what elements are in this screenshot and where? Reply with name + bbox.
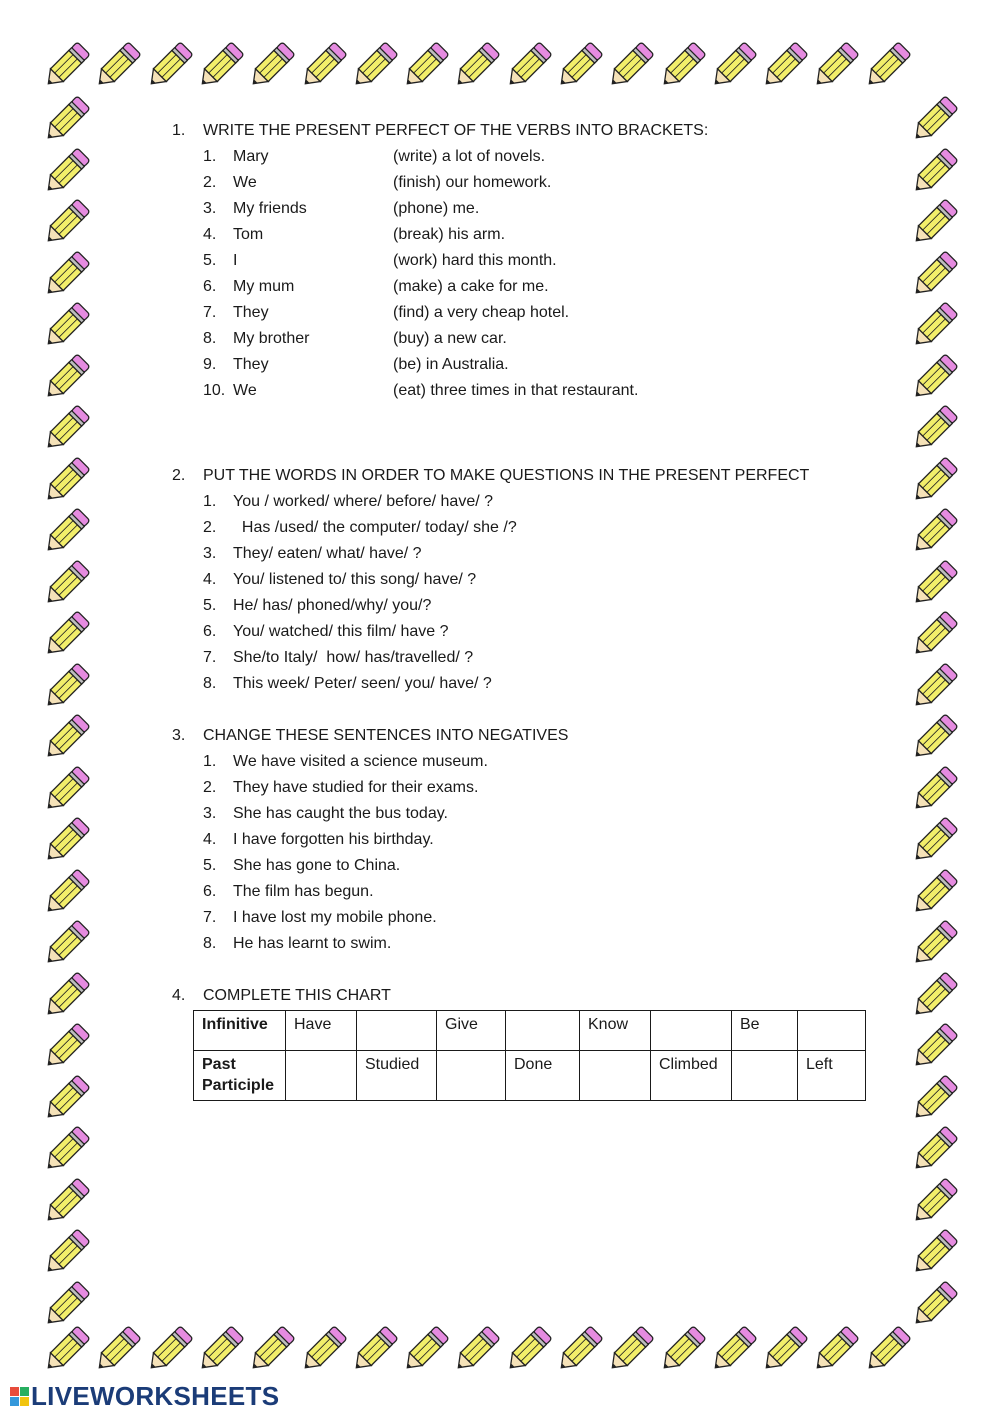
pencil-icon [551,1322,607,1378]
pencil-icon [448,38,504,94]
chart-row-past-participle [194,1051,866,1101]
list-item [172,352,872,378]
pencil-icon [89,1322,145,1378]
list-item [172,489,872,515]
pencil-icon [906,401,962,457]
pencil-icon [38,659,94,715]
section-number: 1. [172,122,186,139]
item-number: 1. [203,753,217,770]
list-item [172,671,872,697]
list-item [172,645,872,671]
pencil-icon [500,1322,556,1378]
item-verb: (find) a very cheap hotel. [393,304,570,321]
pencil-icon [38,195,94,251]
chart-cell[interactable]: Done [506,1051,580,1101]
header-line: Participle [202,1077,275,1094]
item-number: 6. [203,623,217,640]
item-subject: My mum [233,278,295,295]
item-verb: (buy) a new car. [393,330,507,347]
list-item [172,827,872,853]
list-item [172,378,872,404]
pencil-icon [38,350,94,406]
item-text: I have forgotten his birthday. [233,831,434,848]
worksheet-content [172,118,872,1101]
pencil-icon [346,38,402,94]
item-number: 9. [203,356,217,373]
item-subject: Tom [233,226,264,243]
pencil-icon [602,1322,658,1378]
item-text: They have studied for their exams. [233,779,479,796]
chart-cell[interactable] [732,1051,798,1101]
item-subject: They [233,356,269,373]
pencil-icon [38,38,94,94]
section-4-heading [172,983,872,1009]
chart-cell[interactable]: Give [437,1011,506,1051]
chart-cell[interactable] [286,1051,357,1101]
chart-cell[interactable]: Left [798,1051,866,1101]
item-text: She/to Italy/ how/ has/travelled/ ? [233,649,474,666]
pencil-icon [243,38,299,94]
section-title: WRITE THE PRESENT PERFECT OF THE VERBS INTO BRACKETS: [203,122,709,139]
chart-cell[interactable] [580,1051,651,1101]
pencil-icon [859,38,915,94]
pencil-icon [38,710,94,766]
item-text: You/ listened to/ this song/ have/ ? [233,571,477,588]
list-item [172,300,872,326]
item-number: 7. [203,649,217,666]
chart-row-infinitive [194,1011,866,1051]
item-text: He/ has/ phoned/why/ you/? [233,597,432,614]
item-text: I have lost my mobile phone. [233,909,437,926]
item-number: 6. [203,883,217,900]
list-item [172,274,872,300]
chart-cell[interactable]: Climbed [651,1051,732,1101]
verb-chart [193,1010,866,1101]
list-item [172,775,872,801]
pencil-icon [756,38,812,94]
chart-cell[interactable] [437,1051,506,1101]
pencil-icon [38,916,94,972]
pencil-icon [346,1322,402,1378]
pencil-icon [756,1322,812,1378]
list-item [172,248,872,274]
item-number: 4. [203,831,217,848]
pencil-icon [192,1322,248,1378]
item-number: 2. [203,174,217,191]
list-item [172,515,872,541]
brand-square [20,1397,29,1406]
pencil-icon [906,350,962,406]
pencil-icon [295,1322,351,1378]
item-number: 4. [203,571,217,588]
item-text: Has /used/ the computer/ today/ she /? [233,519,517,536]
section-title: PUT THE WORDS IN ORDER TO MAKE QUESTIONS IN THE PRESENT PERFECT [203,467,810,484]
pencil-icon [654,1322,710,1378]
pencil-icon [705,1322,761,1378]
list-item [172,749,872,775]
list-item [172,879,872,905]
item-verb: (make) a cake for me. [393,278,549,295]
item-number: 2. [203,519,217,536]
item-subject: Mary [233,148,269,165]
item-text: The film has begun. [233,883,374,900]
pencil-icon [705,38,761,94]
item-subject: My friends [233,200,307,217]
brand-square [20,1387,29,1396]
pencil-icon [906,813,962,869]
pencil-icon [906,453,962,509]
pencil-icon [38,1277,94,1333]
item-number: 1. [203,148,217,165]
pencil-icon [38,144,94,200]
pencil-icon [38,247,94,303]
item-number: 2. [203,779,217,796]
pencil-icon [906,298,962,354]
list-item [172,196,872,222]
chart-cell[interactable] [506,1011,580,1051]
pencil-icon [906,1174,962,1230]
pencil-icon [906,1019,962,1075]
section-title: CHANGE THESE SENTENCES INTO NEGATIVES [203,727,569,744]
item-text: You / worked/ where/ before/ have/ ? [233,493,494,510]
pencil-icon [397,1322,453,1378]
pencil-icon [141,1322,197,1378]
pencil-icon [38,607,94,663]
section-3-heading [172,723,872,749]
pencil-icon [38,401,94,457]
item-verb: (be) in Australia. [393,356,509,373]
pencil-icon [243,1322,299,1378]
pencil-icon [906,144,962,200]
pencil-icon [551,38,607,94]
item-verb: (write) a lot of novels. [393,148,546,165]
item-number: 8. [203,330,217,347]
section-number: 3. [172,727,186,744]
pencil-icon [38,298,94,354]
pencil-icon [906,195,962,251]
section-number: 2. [172,467,186,484]
section-3 [172,723,872,957]
list-item [172,170,872,196]
pencil-icon [602,38,658,94]
section-1-heading [172,118,872,144]
pencil-icon [906,968,962,1024]
pencil-icon [38,1071,94,1127]
list-item [172,905,872,931]
chart-cell[interactable] [651,1011,732,1051]
item-number: 7. [203,909,217,926]
pencil-icon [38,556,94,612]
chart-cell[interactable] [357,1011,437,1051]
pencil-icon [38,1019,94,1075]
pencil-icon [906,556,962,612]
pencil-icon [906,710,962,766]
pencil-icon [906,1225,962,1281]
chart-cell[interactable]: Be [732,1011,798,1051]
pencil-icon [807,1322,863,1378]
item-subject: They [233,304,269,321]
list-item [172,144,872,170]
pencil-icon [38,1225,94,1281]
item-subject: We [233,382,257,399]
item-text: He has learnt to swim. [233,935,392,952]
pencil-icon [38,813,94,869]
pencil-icon [906,1277,962,1333]
item-verb: (eat) three times in that restaurant. [393,382,639,399]
item-number: 5. [203,597,217,614]
list-item [172,567,872,593]
brand-text: LIVEWORKSHEETS [31,1380,280,1411]
item-number: 7. [203,304,217,321]
section-2-heading [172,463,872,489]
chart-header-infinitive: Infinitive [194,1011,286,1051]
pencil-icon [448,1322,504,1378]
item-text: She has gone to China. [233,857,401,874]
section-4 [172,983,872,1101]
chart-cell[interactable]: Studied [357,1051,437,1101]
pencil-icon [906,504,962,560]
list-item [172,619,872,645]
item-number: 4. [203,226,217,243]
item-subject: My brother [233,330,310,347]
pencil-icon [141,38,197,94]
pencil-icon [397,38,453,94]
pencil-icon [89,38,145,94]
item-number: 8. [203,935,217,952]
pencil-icon [38,92,94,148]
item-number: 5. [203,857,217,874]
pencil-icon [654,38,710,94]
list-item [172,541,872,567]
item-subject: We [233,174,257,191]
section-2 [172,463,872,697]
item-number: 6. [203,278,217,295]
pencil-icon [38,504,94,560]
item-subject: I [233,252,238,269]
pencil-icon [38,865,94,921]
section-1 [172,118,872,404]
item-verb: (finish) our homework. [393,174,552,191]
list-item [172,853,872,879]
item-number: 10. [203,382,226,399]
pencil-icon [906,659,962,715]
item-number: 5. [203,252,217,269]
liveworksheets-logo [10,1381,279,1411]
chart-cell[interactable] [798,1011,866,1051]
pencil-icon [807,38,863,94]
pencil-icon [906,865,962,921]
brand-icon [10,1387,29,1406]
pencil-icon [906,762,962,818]
chart-cell[interactable]: Have [286,1011,357,1051]
section-title: COMPLETE THIS CHART [203,987,391,1004]
pencil-icon [38,762,94,818]
list-item [172,593,872,619]
item-verb: (work) hard this month. [393,252,557,269]
list-item [172,931,872,957]
item-number: 8. [203,675,217,692]
item-number: 3. [203,200,217,217]
brand-square [10,1387,19,1396]
pencil-icon [906,1122,962,1178]
item-text: You/ watched/ this film/ have ? [233,623,449,640]
list-item [172,801,872,827]
item-number: 1. [203,493,217,510]
section-number: 4. [172,987,186,1004]
item-number: 3. [203,545,217,562]
pencil-icon [500,38,556,94]
item-number: 3. [203,805,217,822]
pencil-icon [906,607,962,663]
pencil-icon [906,1071,962,1127]
item-text: She has caught the bus today. [233,805,448,822]
pencil-icon [38,453,94,509]
brand-square [10,1397,19,1406]
pencil-icon [906,916,962,972]
pencil-icon [192,38,248,94]
item-verb: (phone) me. [393,200,480,217]
pencil-icon [38,1122,94,1178]
item-text: We have visited a science museum. [233,753,488,770]
item-verb: (break) his arm. [393,226,506,243]
list-item [172,326,872,352]
chart-header-past-participle [194,1051,286,1101]
pencil-icon [906,92,962,148]
pencil-icon [38,968,94,1024]
item-text: They/ eaten/ what/ have/ ? [233,545,422,562]
pencil-icon [38,1174,94,1230]
pencil-icon [295,38,351,94]
chart-cell[interactable]: Know [580,1011,651,1051]
item-text: This week/ Peter/ seen/ you/ have/ ? [233,675,492,692]
list-item [172,222,872,248]
pencil-icon [906,247,962,303]
header-line: Past [202,1056,236,1073]
